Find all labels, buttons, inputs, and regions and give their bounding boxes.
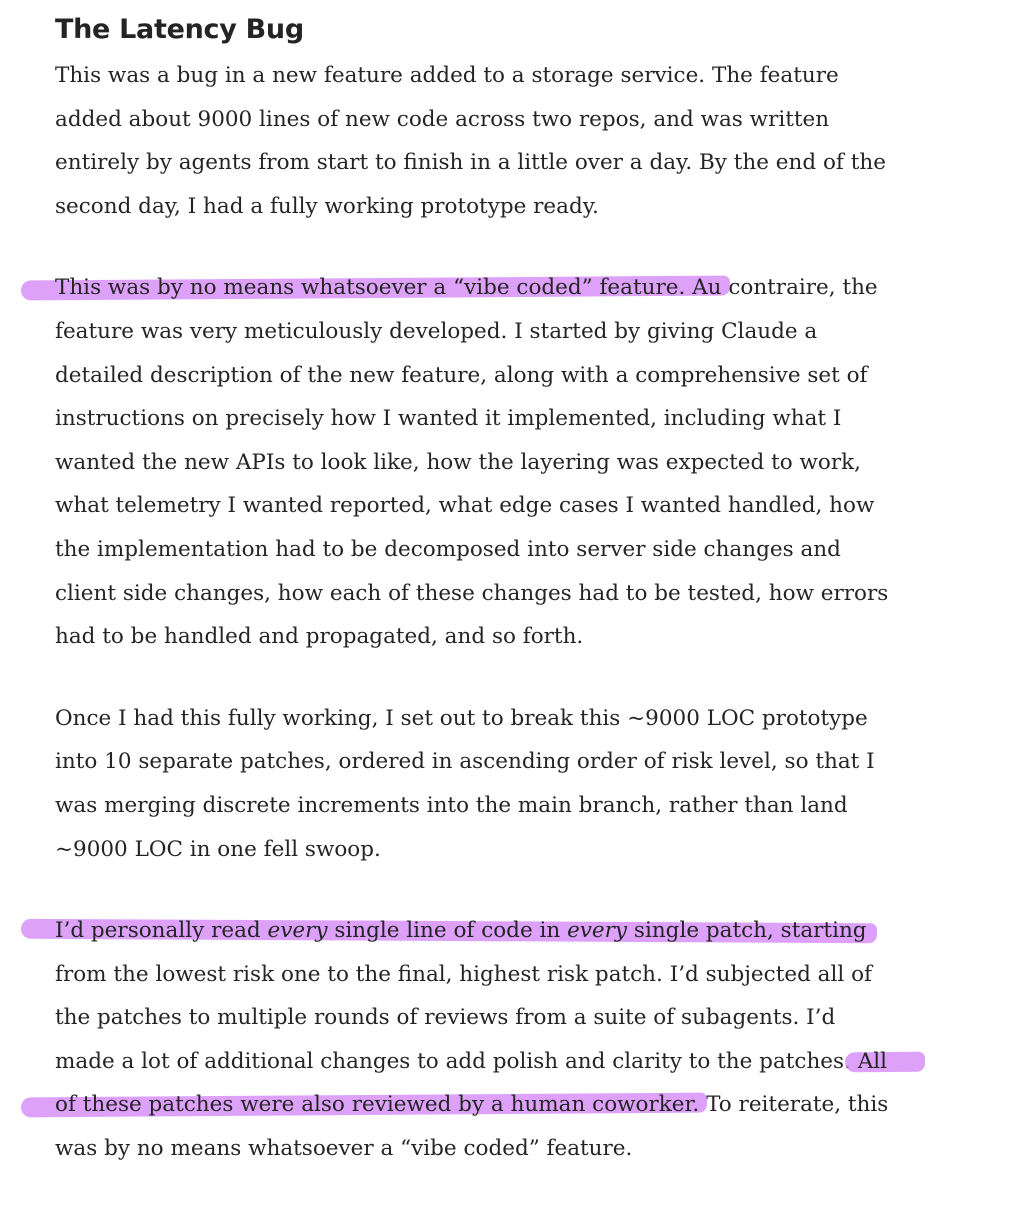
plain-text: single line of code in: [327, 918, 568, 944]
emphasis-text: every: [267, 918, 328, 944]
paragraph-line: was merging discrete increments into the main branch, rather than land: [55, 792, 848, 818]
emphasis-text: every: [567, 918, 628, 944]
highlighted-text: of these patches were also reviewed by a human coworker.: [55, 1092, 700, 1118]
paragraph-line: detailed description of the new feature, along with a comprehensive set of: [55, 362, 868, 388]
plain-text: I’d personally read: [55, 918, 268, 944]
paragraph-line: from the lowest risk one to the final, highest risk patch. I’d subjected all of: [55, 961, 872, 987]
paragraph-line: added about 9000 lines of new code across two repos, and was written: [55, 106, 830, 132]
paragraph-line: second day, I had a fully working prototype ready.: [55, 193, 599, 219]
highlighted-text: All: [850, 1048, 888, 1074]
paragraph-line: had to be handled and propagated, and so forth.: [55, 624, 584, 650]
paragraph-line: instructions on precisely how I wanted it implemented, including what I: [55, 406, 842, 432]
paragraph-line: [55, 266, 995, 310]
paragraph-3: [55, 697, 995, 871]
plain-text: To reiterate, this: [699, 1092, 889, 1118]
paragraph-line: entirely by agents from start to finish in a little over a day. By the end of the: [55, 150, 886, 176]
paragraph-line: [55, 1040, 995, 1084]
paragraph-line: was by no means whatsoever a “vibe coded” feature.: [55, 1136, 633, 1162]
paragraph-line: This was a bug in a new feature added to a storage service. The feature: [55, 63, 839, 88]
paragraph-line: client side changes, how each of these changes had to be tested, how errors: [55, 580, 889, 606]
paragraph-line: [55, 909, 995, 953]
plain-text: contraire, the: [721, 275, 878, 301]
paragraph-line: feature was very meticulously developed. I started by giving Claude a: [55, 318, 818, 344]
paragraph-line: the implementation had to be decomposed into server side changes and: [55, 536, 841, 562]
paragraph-line: [55, 1083, 995, 1127]
paragraph-4: [55, 909, 995, 1171]
paragraph-line: ~9000 LOC in one fell swoop.: [55, 836, 381, 862]
highlighted-text: This was by no means whatsoever a “vibe coded” feature. Au: [55, 275, 722, 301]
paragraph-line: the patches to multiple rounds of reviews from a suite of subagents. I’d: [55, 1005, 836, 1031]
plain-text: single patch, starting: [627, 918, 867, 944]
paragraph-2: [55, 266, 995, 658]
highlighted-text: [55, 918, 867, 943]
plain-text: made a lot of additional changes to add polish and clarity to the patches.: [55, 1048, 851, 1074]
paragraph-line: wanted the new APIs to look like, how the layering was expected to work,: [55, 449, 862, 475]
paragraph-1: [55, 54, 995, 228]
paragraph-line: into 10 separate patches, ordered in ascending order of risk level, so that I: [55, 749, 875, 775]
paragraph-line: Once I had this fully working, I set out to break this ~9000 LOC prototype: [55, 705, 868, 731]
article-heading: The Latency Bug: [55, 14, 304, 45]
article: [55, 10, 995, 1209]
paragraph-line: what telemetry I wanted reported, what edge cases I wanted handled, how: [55, 493, 875, 519]
